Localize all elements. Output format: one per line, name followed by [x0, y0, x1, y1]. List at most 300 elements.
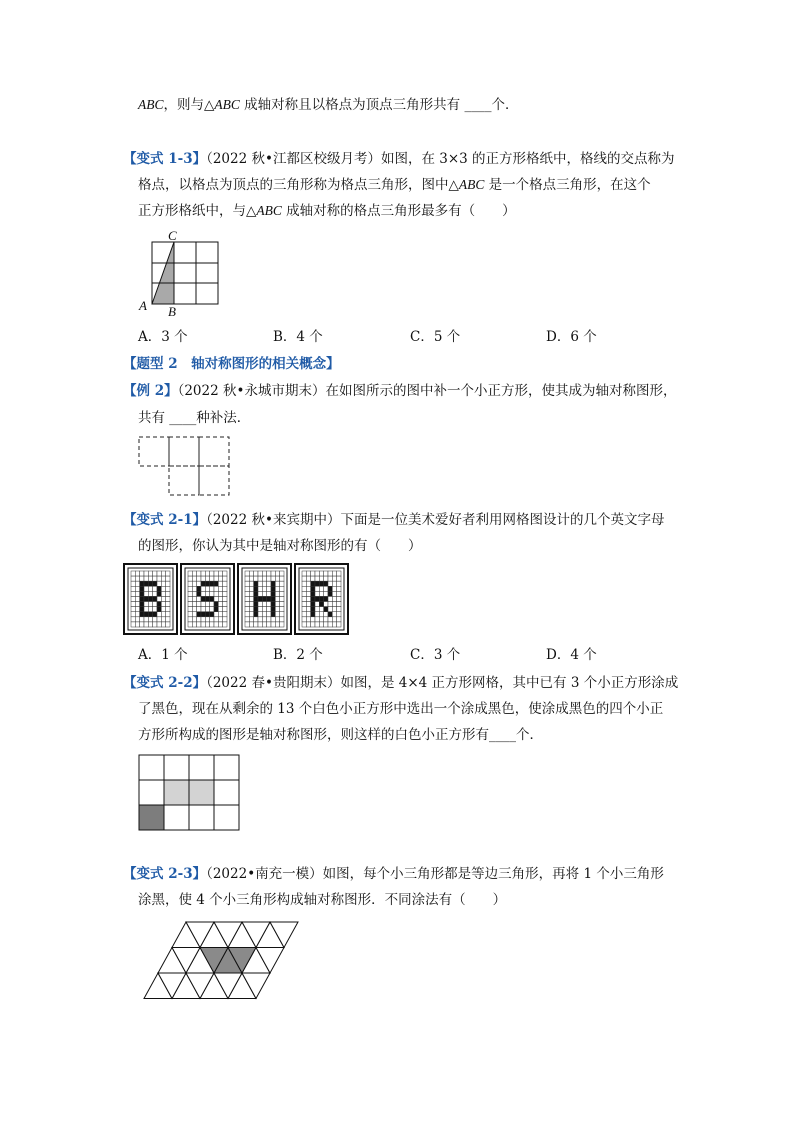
- grid-cell: [306, 596, 310, 601]
- grid-cell: [315, 617, 319, 622]
- grid-cell: [275, 581, 279, 586]
- grid-cell: [157, 596, 161, 601]
- text: 成轴对称的格点三角形最多有（ ）: [281, 203, 516, 219]
- grid-cell: [218, 612, 222, 617]
- grid-cell: [201, 607, 205, 612]
- grid-cell: [157, 612, 161, 617]
- v23-line2: [138, 891, 506, 909]
- grid-cell: [324, 576, 328, 581]
- grid-cell: [267, 612, 271, 617]
- grid-cell: [337, 596, 341, 601]
- letter-pixel: [140, 612, 144, 617]
- grid-cell: [262, 607, 266, 612]
- grid-cell: [131, 612, 135, 617]
- grid-cell: [140, 622, 144, 627]
- grid-cell: [188, 617, 192, 622]
- grid-cell: [328, 576, 332, 581]
- letter-pixel: [315, 581, 319, 586]
- grid-cell: [205, 622, 209, 627]
- grid-cell: [148, 622, 152, 627]
- letter-pixel: [254, 591, 258, 596]
- grid-cell: [192, 622, 196, 627]
- grid-cell: [245, 576, 249, 581]
- letter-pixel: [214, 607, 218, 612]
- grid-cell: [188, 591, 192, 596]
- grid-cell: [280, 591, 284, 596]
- grid-cell: [214, 596, 218, 601]
- letter-pixel: [157, 602, 161, 607]
- grid-cell: [319, 576, 323, 581]
- text: 成轴对称且以格点为顶点三角形共有: [239, 97, 461, 113]
- letter-pixel: [311, 612, 315, 617]
- grid-cell: [302, 596, 306, 601]
- grid-cell: [223, 622, 227, 627]
- grid-cell: [315, 622, 319, 627]
- grid-cell: [135, 602, 139, 607]
- grid-cell: [201, 576, 205, 581]
- grid-cell: [210, 586, 214, 591]
- grid-cell: [135, 591, 139, 596]
- grid-cell: [258, 617, 262, 622]
- answer-blank: ____: [464, 97, 492, 113]
- grid-cell: [324, 617, 328, 622]
- grid-cell: [210, 591, 214, 596]
- grid-cell: [280, 622, 284, 627]
- grid-cell: [218, 617, 222, 622]
- grid-cell: [144, 607, 148, 612]
- grid-cell: [188, 571, 192, 576]
- grid-cell: [337, 617, 341, 622]
- grid-cell: [166, 581, 170, 586]
- letter-pixel: [214, 581, 218, 586]
- grid-cell: [275, 607, 279, 612]
- grid-cell: [144, 576, 148, 581]
- letter-pixel: [311, 591, 315, 596]
- letter-pixel: [267, 596, 271, 601]
- grid-cell: [166, 576, 170, 581]
- letter-pixel: [140, 596, 144, 601]
- letter-pixel: [153, 596, 157, 601]
- grid-cell: [254, 622, 258, 627]
- letter-pixel: [271, 607, 275, 612]
- letter-pixel: [311, 581, 315, 586]
- grid-cell: [210, 607, 214, 612]
- abc-label: ABC: [458, 177, 485, 192]
- grid-cell: [267, 622, 271, 627]
- grid-cell: [192, 581, 196, 586]
- grid-cell: [249, 581, 253, 586]
- letter-pixel: [254, 612, 258, 617]
- letter-pixel: [210, 581, 214, 586]
- shaded-cell: [139, 805, 164, 830]
- letter-pixel: [271, 591, 275, 596]
- grid-cell: [262, 622, 266, 627]
- grid-cell: [214, 612, 218, 617]
- grid-cell: [131, 602, 135, 607]
- letter-pixel: [144, 596, 148, 601]
- grid-cell: [245, 617, 249, 622]
- grid-cell: [161, 571, 165, 576]
- grid-cell: [197, 622, 201, 627]
- grid-cell: [332, 591, 336, 596]
- ex2-line1: [123, 382, 676, 400]
- grid-cell: [192, 602, 196, 607]
- grid-cell: [337, 571, 341, 576]
- text: （2022 春•贵阳期末）如图，是 4×4 正方形网格，其中已有 3 个小正方形涂成: [206, 675, 679, 691]
- grid-cell: [306, 591, 310, 596]
- letter-pixel: [197, 586, 201, 591]
- grid-cell: [249, 576, 253, 581]
- grid-cell: [245, 602, 249, 607]
- grid-cell: [324, 586, 328, 591]
- grid-cell: [131, 607, 135, 612]
- grid-cell: [337, 591, 341, 596]
- grid-cell: [245, 571, 249, 576]
- abc-label: ABC: [214, 97, 240, 112]
- grid-cell: [131, 596, 135, 601]
- grid-cell: [306, 576, 310, 581]
- grid-cell: [192, 571, 196, 576]
- question-tag: 【例 2】: [123, 383, 178, 399]
- grid-cell: [210, 602, 214, 607]
- letter-pixel: [144, 581, 148, 586]
- letter-pixel: [258, 596, 262, 601]
- grid-cell: [223, 602, 227, 607]
- vertex-c-label: C: [168, 228, 177, 243]
- text: 种补法．: [196, 410, 251, 426]
- option-b: B．2 个: [273, 647, 323, 663]
- grid-cell: [153, 602, 157, 607]
- grid-cell: [267, 581, 271, 586]
- grid-cell: [258, 581, 262, 586]
- grid-cell: [131, 591, 135, 596]
- grid-cell: [166, 607, 170, 612]
- grid-cell: [328, 602, 332, 607]
- grid-cell: [131, 586, 135, 591]
- grid-cell: [254, 571, 258, 576]
- grid-cell: [166, 622, 170, 627]
- grid-cell: [197, 596, 201, 601]
- v13-line2: [138, 176, 651, 194]
- grid-cell: [324, 612, 328, 617]
- grid-cell: [249, 571, 253, 576]
- grid-cell: [135, 581, 139, 586]
- grid-cell: [223, 607, 227, 612]
- grid-cell: [306, 586, 310, 591]
- grid-cell: [306, 617, 310, 622]
- grid-cell: [271, 576, 275, 581]
- grid-cell: [311, 617, 315, 622]
- grid-cell: [245, 586, 249, 591]
- grid-cell: [245, 622, 249, 627]
- letter-pixel: [262, 596, 266, 601]
- grid-cell: [262, 571, 266, 576]
- grid-cell: [205, 617, 209, 622]
- grid-cell: [148, 591, 152, 596]
- grid-cell: [271, 571, 275, 576]
- text: （2022 秋•永城市期末）在如图所示的图中补一个小正方形，使其成为轴对称图形，: [177, 383, 677, 399]
- grid-cell: [302, 607, 306, 612]
- grid-cell: [192, 612, 196, 617]
- grid-cell: [188, 586, 192, 591]
- grid-cell: [262, 581, 266, 586]
- top-statement: [138, 96, 518, 114]
- grid-cell: [192, 591, 196, 596]
- grid-cell: [249, 586, 253, 591]
- v22-line3: [138, 726, 543, 744]
- grid-cell: [214, 576, 218, 581]
- grid-cell: [324, 571, 328, 576]
- grid-cell: [280, 571, 284, 576]
- grid-cell: [214, 571, 218, 576]
- grid-cell: [337, 607, 341, 612]
- grid-cell: [315, 602, 319, 607]
- grid-cell: [135, 612, 139, 617]
- shaded-cell: [189, 780, 214, 805]
- grid-cell: [267, 602, 271, 607]
- grid-cell: [201, 591, 205, 596]
- letter-pixel: [311, 602, 315, 607]
- grid-cell: [306, 581, 310, 586]
- grid-cell: [319, 571, 323, 576]
- grid-cell: [315, 591, 319, 596]
- abc-label: ABC: [138, 97, 164, 112]
- option-c: C．5 个: [410, 329, 461, 345]
- grid-cell: [271, 622, 275, 627]
- letter-pixel: [148, 581, 152, 586]
- dashed-squares-figure: [138, 436, 233, 498]
- grid-cell: [249, 596, 253, 601]
- grid-cell: [311, 576, 315, 581]
- grid-cell: [161, 581, 165, 586]
- grid-cell: [135, 617, 139, 622]
- grid-cell: [280, 617, 284, 622]
- grid-cell: [249, 591, 253, 596]
- letter-pixel: [271, 596, 275, 601]
- grid-cell: [153, 576, 157, 581]
- grid-cell: [192, 586, 196, 591]
- grid-cell: [148, 571, 152, 576]
- grid-cell: [275, 602, 279, 607]
- letter-card-s: [181, 564, 234, 634]
- grid-cell: [275, 617, 279, 622]
- grid-cell: [157, 617, 161, 622]
- answer-blank: ____: [169, 410, 197, 426]
- letter-pixel: [157, 586, 161, 591]
- grid-cell: [148, 586, 152, 591]
- grid-cell: [166, 571, 170, 576]
- grid-cell: [148, 602, 152, 607]
- grid-cell: [275, 586, 279, 591]
- grid-cell: [332, 602, 336, 607]
- grid-cell: [267, 586, 271, 591]
- grid-cell: [153, 622, 157, 627]
- grid-cell: [332, 576, 336, 581]
- letter-pixel: [328, 612, 332, 617]
- grid-cell: [140, 617, 144, 622]
- letter-pixel: [311, 596, 315, 601]
- grid-cell: [161, 617, 165, 622]
- letter-pixel: [153, 612, 157, 617]
- grid-cell: [210, 617, 214, 622]
- grid-cell: [315, 571, 319, 576]
- text: 共有: [138, 410, 165, 426]
- grid-cell: [214, 622, 218, 627]
- grid-cell: [166, 612, 170, 617]
- letter-pixel: [197, 612, 201, 617]
- grid-cell: [302, 571, 306, 576]
- grid-cell: [280, 576, 284, 581]
- grid-cell: [192, 617, 196, 622]
- grid-cell: [135, 596, 139, 601]
- grid-cell: [302, 602, 306, 607]
- v13-line3: [138, 202, 516, 220]
- letter-pixel: [328, 586, 332, 591]
- grid-cell: [131, 617, 135, 622]
- grid-cell: [218, 586, 222, 591]
- grid-cell: [166, 602, 170, 607]
- grid-cell: [157, 571, 161, 576]
- grid-cell: [166, 596, 170, 601]
- letter-card-h: [238, 564, 291, 634]
- grid-cell: [161, 591, 165, 596]
- grid-cell: [201, 602, 205, 607]
- grid-cell: [328, 622, 332, 627]
- grid-cell: [131, 576, 135, 581]
- grid-cell: [218, 581, 222, 586]
- question-tag: 【变式 2-2】: [123, 675, 207, 691]
- letter-pixel: [319, 581, 323, 586]
- grid-cell: [197, 602, 201, 607]
- grid-cell: [245, 591, 249, 596]
- option-c: C．3 个: [410, 647, 461, 663]
- v21-line2: [138, 537, 422, 555]
- grid-cell: [275, 596, 279, 601]
- grid-cell: [205, 607, 209, 612]
- grid-cell: [210, 571, 214, 576]
- grid-cell: [267, 607, 271, 612]
- option-b: B．4 个: [273, 329, 323, 345]
- letter-pixel: [140, 591, 144, 596]
- text: 正方形格纸中，与△: [138, 203, 257, 219]
- letter-pixel: [201, 612, 205, 617]
- grid-cell: [223, 591, 227, 596]
- grid-cell: [332, 571, 336, 576]
- grid-cell: [223, 581, 227, 586]
- grid-cell: [135, 576, 139, 581]
- grid-cell: [135, 607, 139, 612]
- grid-cell: [262, 591, 266, 596]
- grid-cell: [258, 622, 262, 627]
- letter-pixel: [254, 607, 258, 612]
- grid-cell: [205, 576, 209, 581]
- grid-cell: [153, 617, 157, 622]
- option-d: D．6 个: [546, 329, 597, 345]
- grid-cell: [315, 612, 319, 617]
- grid-cell: [218, 571, 222, 576]
- v23-line1: [123, 865, 664, 883]
- grid-cell: [262, 586, 266, 591]
- grid-cell: [332, 596, 336, 601]
- grid-cell: [328, 581, 332, 586]
- grid-cell: [324, 622, 328, 627]
- grid-cell: [267, 576, 271, 581]
- grid-cell: [161, 586, 165, 591]
- grid-cell: [280, 602, 284, 607]
- grid-cell: [166, 591, 170, 596]
- letter-cards-svg: [123, 563, 361, 637]
- grid-cell: [166, 617, 170, 622]
- grid-cell: [223, 571, 227, 576]
- grid-cell: [223, 576, 227, 581]
- grid-cell: [188, 602, 192, 607]
- grid-cell: [258, 576, 262, 581]
- grid-cell: [332, 607, 336, 612]
- grid-cell: [188, 581, 192, 586]
- grid-cell: [197, 617, 201, 622]
- grid-cell: [254, 576, 258, 581]
- grid-cell: [262, 602, 266, 607]
- grid-cell: [302, 586, 306, 591]
- grid-cell: [188, 622, 192, 627]
- letter-pixel: [140, 607, 144, 612]
- grid-cell: [223, 586, 227, 591]
- four-by-four-grid: [138, 754, 240, 832]
- text: ，则与△: [163, 97, 215, 113]
- grid-cell: [315, 576, 319, 581]
- vertex-a-label: A: [139, 298, 147, 313]
- grid-cell: [161, 622, 165, 627]
- grid-cell: [161, 607, 165, 612]
- grid-cell: [267, 571, 271, 576]
- grid-cell: [262, 617, 266, 622]
- grid-cell: [205, 591, 209, 596]
- grid-cell: [140, 576, 144, 581]
- grid-cell: [135, 586, 139, 591]
- grid-cell: [258, 586, 262, 591]
- text: 格点，以格点为顶点的三角形称为格点三角形，图中△: [138, 177, 459, 193]
- letter-card-b: [124, 564, 177, 634]
- grid-cell: [249, 612, 253, 617]
- letter-pixel: [205, 596, 209, 601]
- grid-cell: [205, 586, 209, 591]
- letter-pixel: [201, 581, 205, 586]
- grid-cell: [262, 612, 266, 617]
- letter-pixel: [197, 591, 201, 596]
- letter-pixel: [324, 607, 328, 612]
- grid-cell: [157, 581, 161, 586]
- grid-cell: [131, 571, 135, 576]
- grid-cell: [258, 612, 262, 617]
- question-tag: 【变式 1-3】: [123, 151, 207, 167]
- grid-cell: [306, 571, 310, 576]
- ex2-line2: [138, 409, 250, 427]
- grid-cell: [161, 612, 165, 617]
- grid-cell: [192, 596, 196, 601]
- text: 的图形，你认为其中是轴对称图形的有（ ）: [138, 538, 422, 554]
- grid-cell: [153, 591, 157, 596]
- grid-cell: [218, 591, 222, 596]
- option-a: A．3 个: [138, 329, 188, 345]
- grid-cell: [280, 607, 284, 612]
- grid-cell: [249, 607, 253, 612]
- grid-cell: [245, 607, 249, 612]
- text: 是一个格点三角形，在这个: [484, 177, 651, 193]
- letter-pixel: [254, 586, 258, 591]
- grid-cell: [337, 576, 341, 581]
- grid-cell: [337, 622, 341, 627]
- grid-cell: [218, 607, 222, 612]
